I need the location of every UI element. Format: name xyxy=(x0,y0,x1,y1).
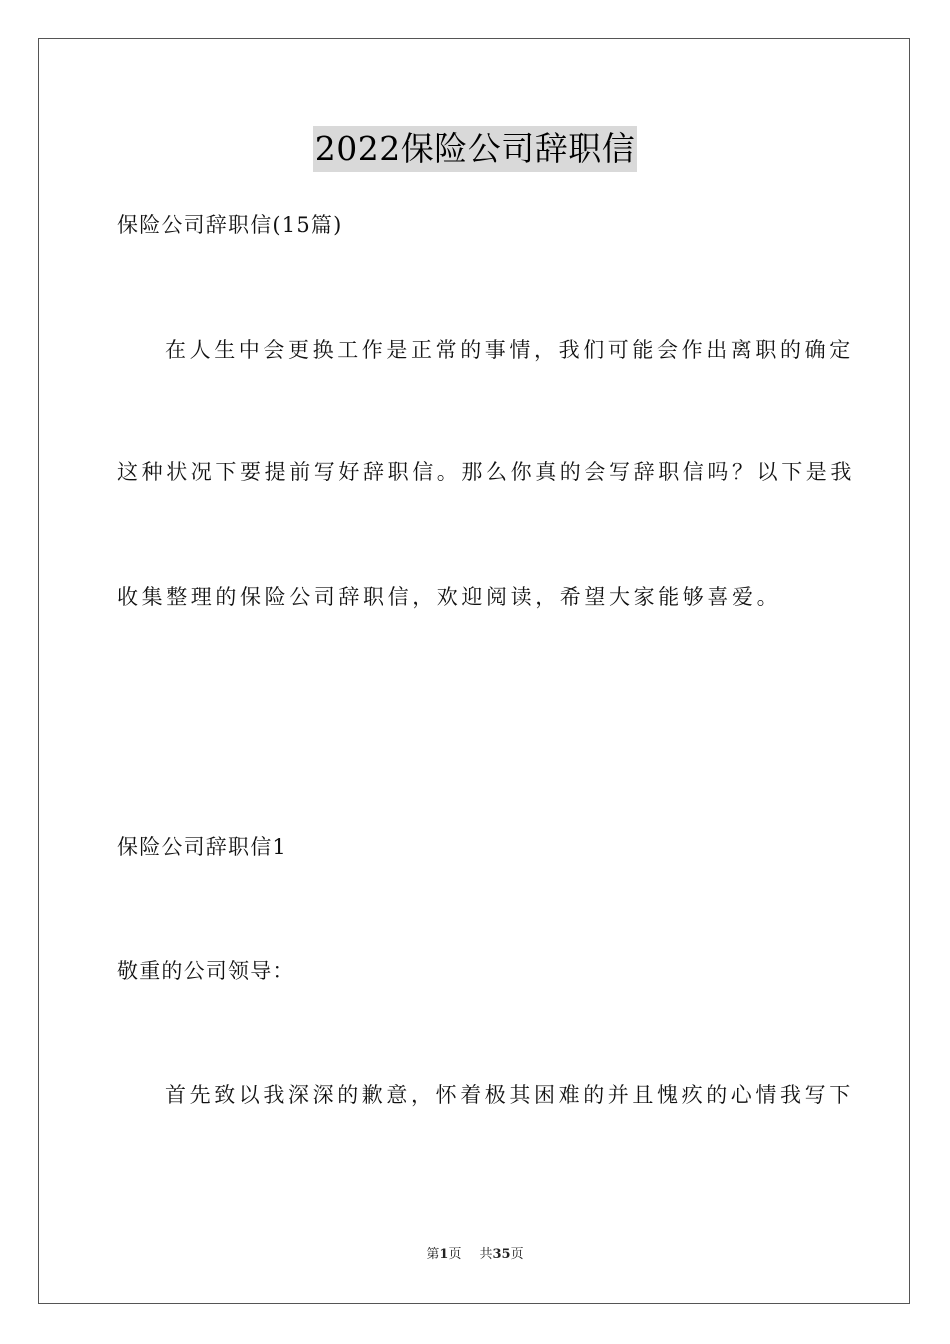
intro-line-1: 在人生中会更换工作是正常的事情，我们可能会作出离职的确定 xyxy=(165,338,854,362)
body-line-1: 首先致以我深深的歉意，怀着极其困难的并且愧疚的心情我写下 xyxy=(165,1083,854,1107)
page-footer xyxy=(0,1246,950,1264)
title-container xyxy=(0,126,950,172)
section-heading: 保险公司辞职信1 xyxy=(117,835,287,859)
intro-line-2: 这种状况下要提前写好辞职信。那么你真的会写辞职信吗？以下是我 xyxy=(117,460,855,484)
salutation: 敬重的公司领导： xyxy=(117,959,295,983)
footer-total-pages: 35 xyxy=(492,1247,511,1262)
footer-page-prefix: 第 xyxy=(426,1247,440,1262)
intro-line-3: 收集整理的保险公司辞职信，欢迎阅读，希望大家能够喜爱。 xyxy=(117,585,782,609)
footer-total-suffix: 页 xyxy=(510,1247,524,1262)
document-title: 2022保险公司辞职信 xyxy=(313,126,637,172)
footer-total-prefix: 共 xyxy=(479,1247,493,1262)
footer-page-suffix: 页 xyxy=(448,1247,462,1262)
footer-page-number: 1 xyxy=(439,1247,449,1262)
document-subtitle: 保险公司辞职信(15篇) xyxy=(117,213,343,237)
